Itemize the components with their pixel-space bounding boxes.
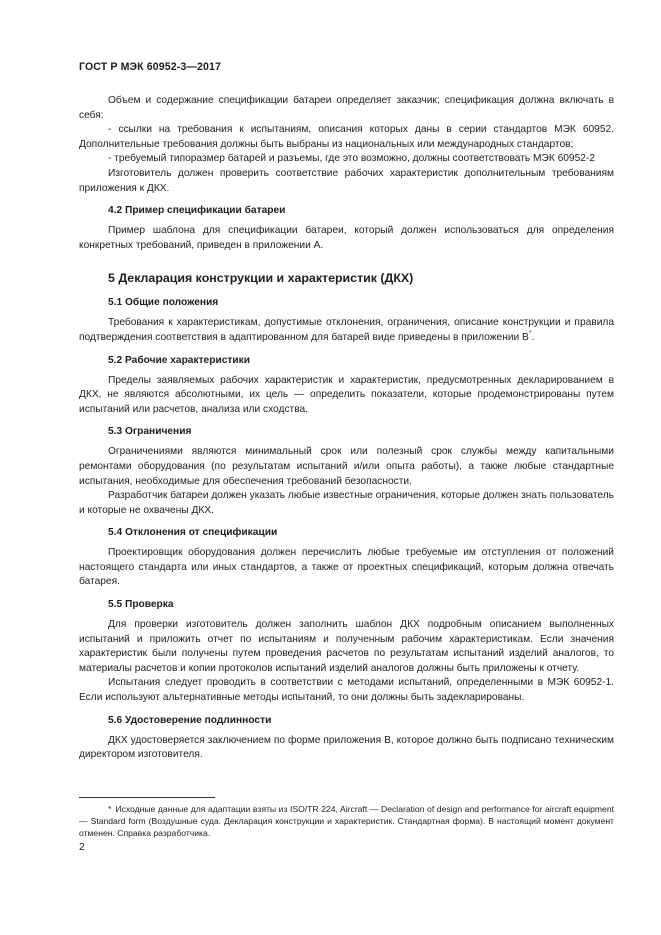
section-heading-5-4: 5.4 Отклонения от спецификации [108,527,278,539]
section-heading-5: 5 Декларация конструкции и характеристик (ДКХ) [108,271,414,286]
footnote-mark: * [108,804,112,814]
section-paragraph: Ограничениями являются минимальный срок или полезный срок службы между капитальными ремонтами оборудования (по результатам испытаний и/или опыта работы), а также любые стандартные испытания, необходимые для обеспечения требований безопасности. [79,446,614,487]
section-paragraph: Испытания следует проводить в соответствии с методами испытаний, определенными в МЭК 60952-1. Если используют альтернативные методы испытаний, то они должны быть задекларированы. [79,677,614,704]
footnote [79,803,614,839]
document-header: ГОСТ Р МЭК 60952-3—2017 [79,61,222,73]
section-heading-5-6: 5.6 Удостоверение подлинности [108,714,272,726]
section-heading-5-2: 5.2 Рабочие характеристики [108,354,250,366]
section-heading-5-1: 5.1 Общие положения [108,297,219,309]
footnote-divider [79,797,215,798]
footnote-text: Исходные данные для адаптации взяты из ISO/TR 224, Aircraft — Declaration of design and performance for aircraft equipment — Standard form (Воздушные суда. Декларация конструкции и характеристик. Стандартная форма). В настоящий момент документ отменен. Справка разработчика. [79,804,614,838]
section-paragraph: Для проверки изготовитель должен заполнить шаблон ДКХ подробным описанием выполненных испытаний и приложить отчет по испытаниям и полученным рабочим характеристикам. Если значения характеристик были получены путем проведения расчетов по результатам испытаний изделий аналогов, то материалы расчетов и копии протоколов испытаний изделий аналогов должны быть приложены к отчету. [79,619,614,674]
intro-list-item: - требуемый типоразмер батарей и разъемы, где это возможно, должны соответствовать МЭК 60952-2 [108,153,595,165]
intro-paragraph: Изготовитель должен проверить соответствие рабочих характеристик дополнительным требованиям приложения к ДКХ. [79,167,614,194]
section-paragraph: Проектировщик оборудования должен перечислить любые требуемые им отступления от положений настоящего стандарта или иных стандартов, а также от проектных спецификаций, которым должна отвечать батарея. [79,547,614,588]
section-paragraph: ДКХ удостоверяется заключением по форме приложения В, которое должно быть подписано техническим директором изготовителя. [79,734,614,761]
section-paragraph: Пределы заявляемых рабочих характеристик и характеристик, предусмотренных декларированием в ДКХ, не являются абсолютными, их цель — определить показатели, которые продемонстрированы путем испытаний или расчетов, анализа или сходства. [79,374,614,415]
section-paragraph: Пример шаблона для спецификации батареи, который должен использоваться для определения конкретных требований, приведен в приложении А. [79,225,614,251]
paragraph-end: . [531,331,535,343]
intro-paragraph: Объем и содержание спецификации батареи определяет заказчик; спецификация должна включать в себя: [79,95,614,121]
footnote-reference[interactable]: * [528,329,532,337]
section-paragraph [79,316,614,345]
section-heading-5-3: 5.3 Ограничения [108,426,192,438]
document-body [79,94,614,763]
intro-list-item: - ссылки на требования к испытаниям, описания которых даны в серии стандартов МЭК 60952. Дополнительные требования должны быть выбраны из национальных или международных стандартов; [79,124,614,150]
section-heading-5-5: 5.5 Проверка [108,599,174,611]
section-paragraph: Разработчик батареи должен указать любые известные ограничения, которые должен знать пользователь и которые не охвачены ДКХ. [79,490,614,516]
page-number: 2 [79,842,85,853]
paragraph-text: Требования к характеристикам, допустимые отклонения, ограничения, описание конструкции и правила подтверждения соответствия в адаптированном для батарей виде приведены в приложении В [79,317,614,343]
section-heading-4-2: 4.2 Пример спецификации батареи [108,205,286,217]
